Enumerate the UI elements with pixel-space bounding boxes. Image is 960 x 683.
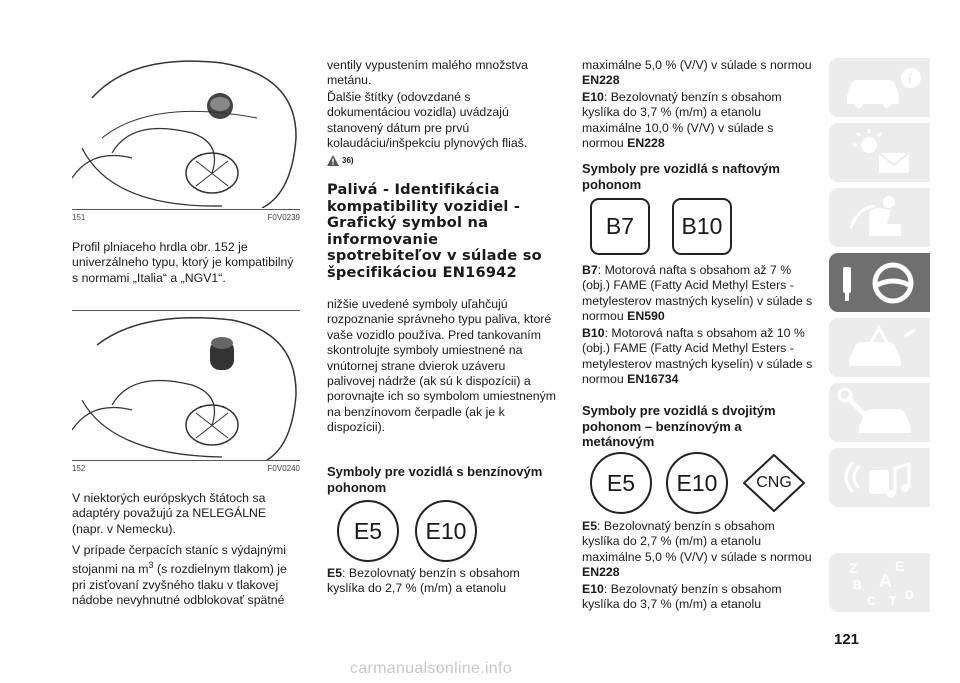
tab-warning-lights[interactable] <box>829 123 930 182</box>
paragraph-e5 <box>327 566 556 597</box>
standard-code: EN16734 <box>627 372 679 387</box>
standard-code: EN228 <box>582 73 620 88</box>
superscript: 3 <box>148 560 154 571</box>
paragraph-filler-profile: Profil plniaceho hrdla obr. 152 je univerzálneho typu, ktorý je kompatibilný s normami „Italia“ a „NGV1“. <box>72 240 294 285</box>
fuel-code-e5: E5 <box>582 519 598 533</box>
para-text: V prípade čerpacích staníc s výdajnými stojanmi na m <box>72 543 286 577</box>
para-text: : Bezolovnatý benzín s obsahom kyslíka do 3,7 % (m/m) a etanolu <box>582 582 782 612</box>
para-text: (s rozdielnym tlakom) je pri zisťovaní zvyšného tlaku v tlakovej nádobe nevyhnutné odblokovať spätné <box>72 562 287 608</box>
fuel-filler-figure-151 <box>72 58 300 208</box>
key-steering-wheel-icon <box>829 253 930 312</box>
petrol-symbols <box>337 500 477 562</box>
symbol-b7: B7 <box>590 198 650 255</box>
breakdown-icon <box>829 318 930 377</box>
para-text: : Bezolovnatý benzín s obsahom kyslíka do 3,7 % (m/m) a etanolu maximálne 10,0 % (V/V) v súlade s normou <box>582 90 782 151</box>
figure-code: F0V0239 <box>267 213 300 222</box>
paragraph-e10-dual <box>582 582 814 613</box>
fuel-code-e10: E10 <box>582 90 604 104</box>
diesel-symbols <box>590 198 732 255</box>
paragraph-pumps <box>72 543 300 609</box>
figure-rule <box>72 209 300 210</box>
tab-emergency[interactable] <box>829 318 930 377</box>
symbol-e10: E10 <box>415 500 477 562</box>
symbol-b10: B10 <box>672 198 732 255</box>
footer-watermark[interactable]: carmanualsonline.info <box>350 660 512 677</box>
multimedia-icon <box>829 448 930 507</box>
figure-caption-152 <box>72 464 300 473</box>
car-info-icon <box>829 58 930 117</box>
figure-rule-top <box>72 310 300 311</box>
figure-rule <box>72 460 300 461</box>
fuel-filler-adapter-illustration <box>72 315 300 460</box>
tab-multimedia[interactable] <box>829 448 930 507</box>
symbol-e5: E5 <box>337 500 399 562</box>
paragraph-b7 <box>582 263 814 325</box>
svg-text:D: D <box>905 588 914 602</box>
figure-number: 152 <box>72 464 86 473</box>
fuel-code-b10: B10 <box>582 326 605 340</box>
paragraph-valves: ventily vypustením malého množstva metánu. <box>327 58 528 88</box>
symbol-e10: E10 <box>666 452 728 514</box>
paragraph-e5-dual <box>582 519 814 581</box>
fuel-code-b7: B7 <box>582 263 598 277</box>
dual-symbols <box>590 452 806 514</box>
paragraph-adapters: V niektorých európskych štátoch sa adaptéry považujú za NELEGÁLNE (napr. v Nemecku). <box>72 491 267 536</box>
figure-caption-151 <box>72 213 300 222</box>
standard-code: EN228 <box>627 136 665 151</box>
section-heading: Palivá - Identifikácia kompatibility vozidiel - Grafický symbol na informovanie spotrebiteľov v súlade so špecifikáciou EN16942 <box>327 181 542 281</box>
para-text: : Motorová nafta s obsahom až 7 % (obj.) FAME (Fatty Acid Methyl Esters - metylesterov mastných kyselín) v súlade s normou <box>582 263 813 324</box>
subheading-dual: Symboly pre vozidlá s dvojitým pohonom – benzínovým a metánovým <box>582 403 776 449</box>
paragraph-labels: Ďalšie štítky (odovzdané s dokumentáciou vozidla) uvádzajú stanovený dátum pre prvú kolaudáciu/inšpekciu plynových fliaš. <box>327 90 528 151</box>
column-1 <box>72 0 300 608</box>
paragraph-b10 <box>582 326 814 388</box>
svg-text:C: C <box>867 594 876 608</box>
fuel-filler-figure-152 <box>72 315 300 465</box>
paragraph-e5-cont <box>582 58 814 89</box>
airbag-seat-icon <box>829 188 930 247</box>
para-text: maximálne 5,0 % (V/V) v súlade s normou <box>582 58 812 72</box>
tab-maintenance[interactable] <box>829 383 930 442</box>
svg-text:Z: Z <box>849 560 858 576</box>
fuel-filler-illustration <box>72 58 300 208</box>
standard-code: EN590 <box>627 309 665 324</box>
wrench-car-icon <box>829 383 930 442</box>
para-text: : Bezolovnatý benzín s obsahom kyslíka do 2,7 % (m/m) a etanolu <box>327 566 520 596</box>
warning-triangle-icon <box>327 155 339 166</box>
figure-code: F0V0240 <box>267 464 300 473</box>
symbol-cng <box>742 453 806 513</box>
svg-text:i: i <box>908 72 912 87</box>
subheading-diesel: Symboly pre vozidlá s naftovým pohonom <box>582 161 780 192</box>
tab-index[interactable] <box>829 553 930 612</box>
symbol-e5: E5 <box>590 452 652 514</box>
index-icon <box>829 553 930 612</box>
warning-ref-number: 36) <box>342 156 354 165</box>
svg-text:T: T <box>889 594 897 608</box>
svg-text:E: E <box>895 558 905 574</box>
figure-number: 151 <box>72 213 86 222</box>
symbol-cng-label: CNG <box>756 474 792 491</box>
tab-car-info[interactable] <box>829 58 930 117</box>
standard-code: EN228 <box>582 565 620 580</box>
fuel-code-e5: E5 <box>327 566 343 580</box>
tab-safety[interactable] <box>829 188 930 247</box>
tab-starting-driving[interactable] <box>829 253 930 312</box>
para-text: : Motorová nafta s obsahom až 10 % (obj.) FAME (Fatty Acid Methyl Esters - metylesterov mastných kyselín) v súlade s normou <box>582 326 813 387</box>
para-text: : Bezolovnatý benzín s obsahom kyslíka do 2,7 % (m/m) a etanolu maximálne 5,0 % (V/V) v súlade s normou <box>582 519 812 564</box>
warning-lights-icon <box>829 123 930 182</box>
warning-reference <box>327 155 354 166</box>
svg-text:A: A <box>879 571 892 591</box>
paragraph-e10 <box>582 90 814 152</box>
fuel-code-e10: E10 <box>582 582 604 596</box>
svg-text:B: B <box>853 578 862 592</box>
page-number: 121 <box>834 631 860 648</box>
paragraph-symbols-intro: nižšie uvedené symboly uľahčujú rozpoznanie správneho typu paliva, ktoré vaše vozidlo používa. Pred tankovaním skontrolujte symboly umiestnené na vnútornej strane dvierok uzáveru palivovej nádrže (ak sú k dispozícii) a porovnajte ich so symbolom umiestneným na benzínovom čerpadle (ak je k dispozícii). <box>327 297 556 435</box>
subheading-petrol: Symboly pre vozidlá s benzínovým pohonom <box>327 464 543 495</box>
